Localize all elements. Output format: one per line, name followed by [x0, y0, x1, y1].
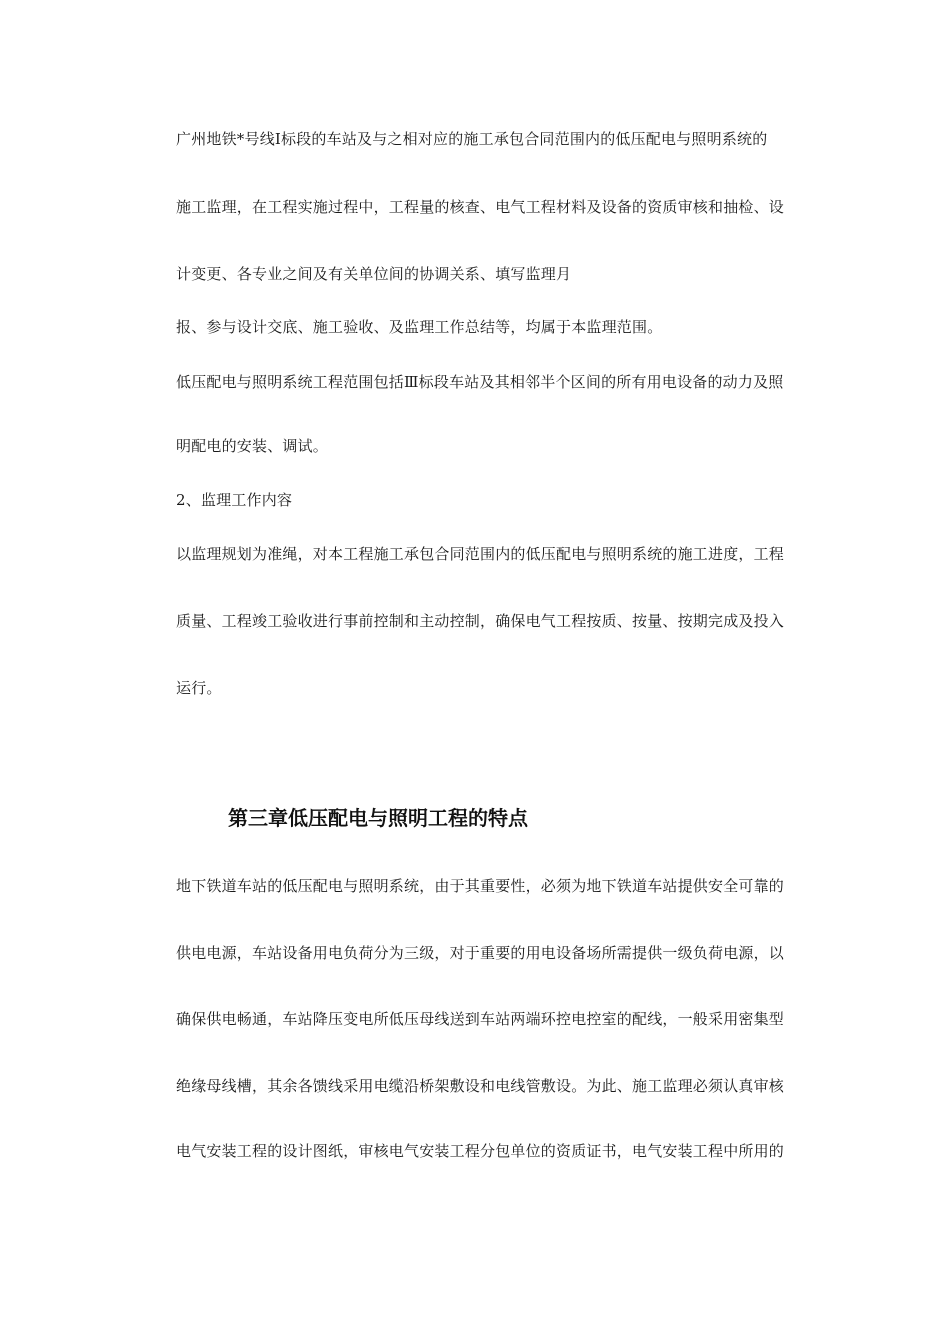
paragraph-line: 以监理规划为准绳，对本工程施工承包合同范围内的低压配电与照明系统的施工进度，工程	[176, 545, 785, 563]
subsection-heading: 2、监理工作内容	[176, 491, 293, 509]
paragraph-line: 施工监理，在工程实施过程中，工程量的核查、电气工程材料及设备的资质审核和抽检、设	[176, 198, 785, 216]
paragraph-line: 广州地铁*号线Ⅰ标段的车站及与之相对应的施工承包合同范围内的低压配电与照明系统的	[176, 130, 768, 148]
paragraph-line: 供电电源，车站设备用电负荷分为三级，对于重要的用电设备场所需提供一级负荷电源，以	[176, 944, 785, 962]
paragraph-line: 地下铁道车站的低压配电与照明系统，由于其重要性，必须为地下铁道车站提供安全可靠的	[176, 877, 785, 895]
paragraph-line: 低压配电与照明系统工程范围包括Ⅲ标段车站及其相邻半个区间的所有用电设备的动力及照	[176, 373, 784, 391]
paragraph-line: 绝缘母线槽，其余各馈线采用电缆沿桥架敷设和电线管敷设。为此、施工监理必须认真审核	[176, 1077, 785, 1095]
paragraph-line: 运行。	[176, 679, 222, 697]
paragraph-line: 计变更、各专业之间及有关单位间的协调关系、填写监理月	[176, 265, 572, 283]
paragraph-line: 电气安装工程的设计图纸，审核电气安装工程分包单位的资质证书，电气安装工程中所用的	[176, 1142, 785, 1160]
paragraph-line: 报、参与设计交底、施工验收、及监理工作总结等，均属于本监理范围。	[176, 318, 663, 336]
paragraph-line: 质量、工程竣工验收进行事前控制和主动控制，确保电气工程按质、按量、按期完成及投入	[176, 612, 785, 630]
chapter-heading: 第三章低压配电与照明工程的特点	[228, 806, 528, 830]
paragraph-line: 确保供电畅通，车站降压变电所低压母线送到车站两端环控电控室的配线，一般采用密集型	[176, 1010, 785, 1028]
paragraph-line: 明配电的安装、调试。	[176, 437, 329, 455]
